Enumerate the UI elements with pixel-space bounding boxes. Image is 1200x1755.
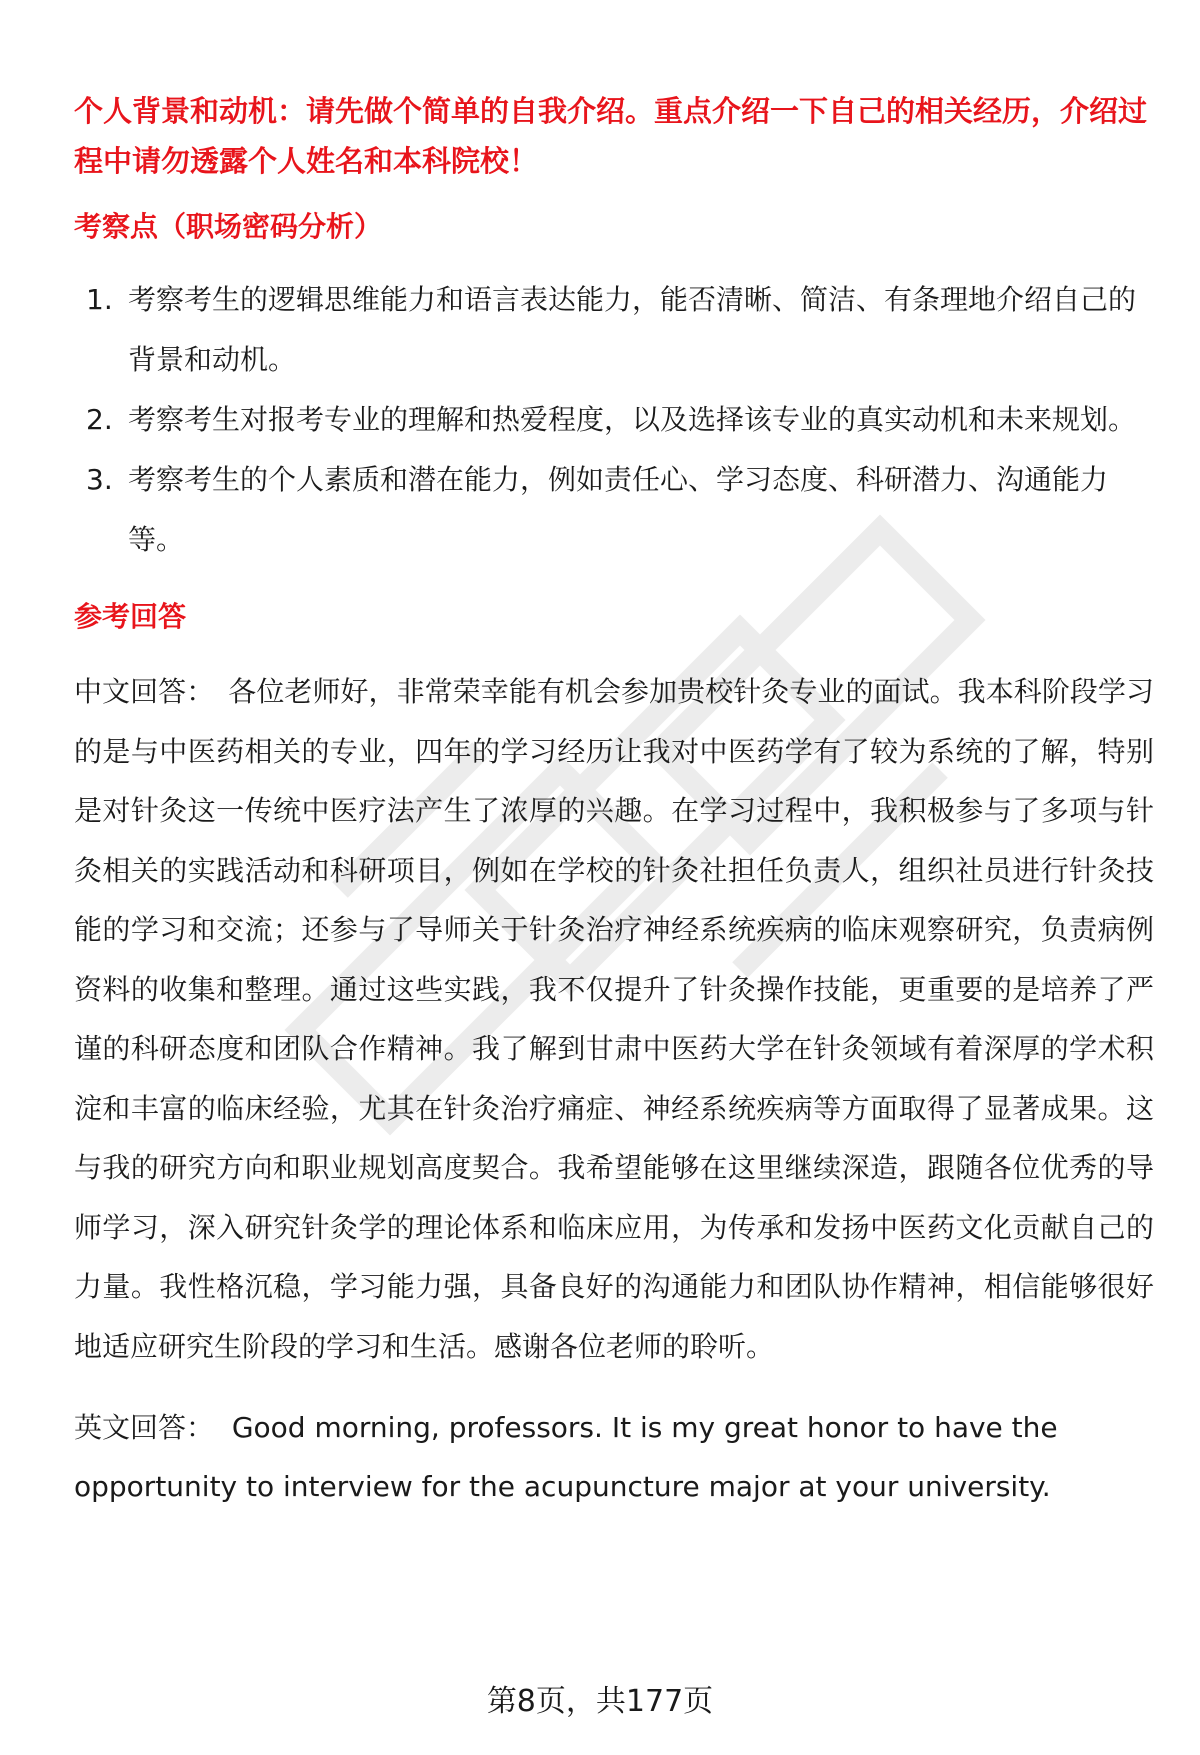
english-answer	[74, 1398, 1154, 1516]
item-text: 考察考生的逻辑思维能力和语言表达能力，能否清晰、简洁、有条理地介绍自己的背景和动机。	[128, 283, 1137, 376]
assessment-item	[74, 450, 1154, 570]
item-text: 考察考生的个人素质和潜在能力，例如责任心、学习态度、科研潜力、沟通能力等。	[128, 463, 1109, 556]
assessment-title: 考察点（职场密码分析）	[74, 210, 383, 243]
question-heading: 个人背景和动机：请先做个简单的自我介绍。重点介绍一下自己的相关经历，介绍过程中请勿透露个人姓名和本科院校！	[74, 94, 1148, 178]
english-answer-label: 英文回答：	[74, 1411, 215, 1444]
page-number-footer: 第8页，共177页	[486, 1684, 714, 1719]
english-answer-text: Good morning, professors. It is my great honor to have the opportunity to interview for the acupuncture major at your university.	[74, 1411, 1058, 1503]
assessment-item	[74, 270, 1154, 390]
chinese-answer-label: 中文回答：	[74, 675, 215, 708]
chinese-answer-text: 各位老师好，非常荣幸能有机会参加贵校针灸专业的面试。我本科阶段学习的是与中医药相关的专业，四年的学习经历让我对中医药学有了较为系统的了解，特别是对针灸这一传统中医疗法产生了浓厚的兴趣。在学习过程中，我积极参与了多项与针灸相关的实践活动和科研项目，例如在学校的针灸社担任负责人，组织社员进行针灸技能的学习和交流；还参与了导师关于针灸治疗神经系统疾病的临床观察研究，负责病例资料的收集和整理。通过这些实践，我不仅提升了针灸操作技能，更重要的是培养了严谨的科研态度和团队合作精神。我了解到甘肃中医药大学在针灸领域有着深厚的学术积淀和丰富的临床经验，尤其在针灸治疗痛症、神经系统疾病等方面取得了显著成果。这与我的研究方向和职业规划高度契合。我希望能够在这里继续深造，跟随各位优秀的导师学习，深入研究针灸学的理论体系和临床应用，为传承和发扬中医药文化贡献自己的力量。我性格沉稳，学习能力强，具备良好的沟通能力和团队协作精神，相信能够很好地适应研究生阶段的学习和生活。感谢各位老师的聆听。	[74, 675, 1154, 1363]
item-number: 1.	[86, 283, 113, 316]
chinese-answer	[74, 662, 1154, 1376]
assessment-list	[74, 270, 1154, 570]
item-number: 2.	[86, 403, 113, 436]
item-number: 3.	[86, 463, 113, 496]
reference-answer-title: 参考回答	[74, 600, 187, 633]
main-content	[74, 86, 1154, 1516]
item-text: 考察考生对报考专业的理解和热爱程度，以及选择该专业的真实动机和未来规划。	[128, 403, 1137, 436]
assessment-item	[74, 390, 1154, 450]
